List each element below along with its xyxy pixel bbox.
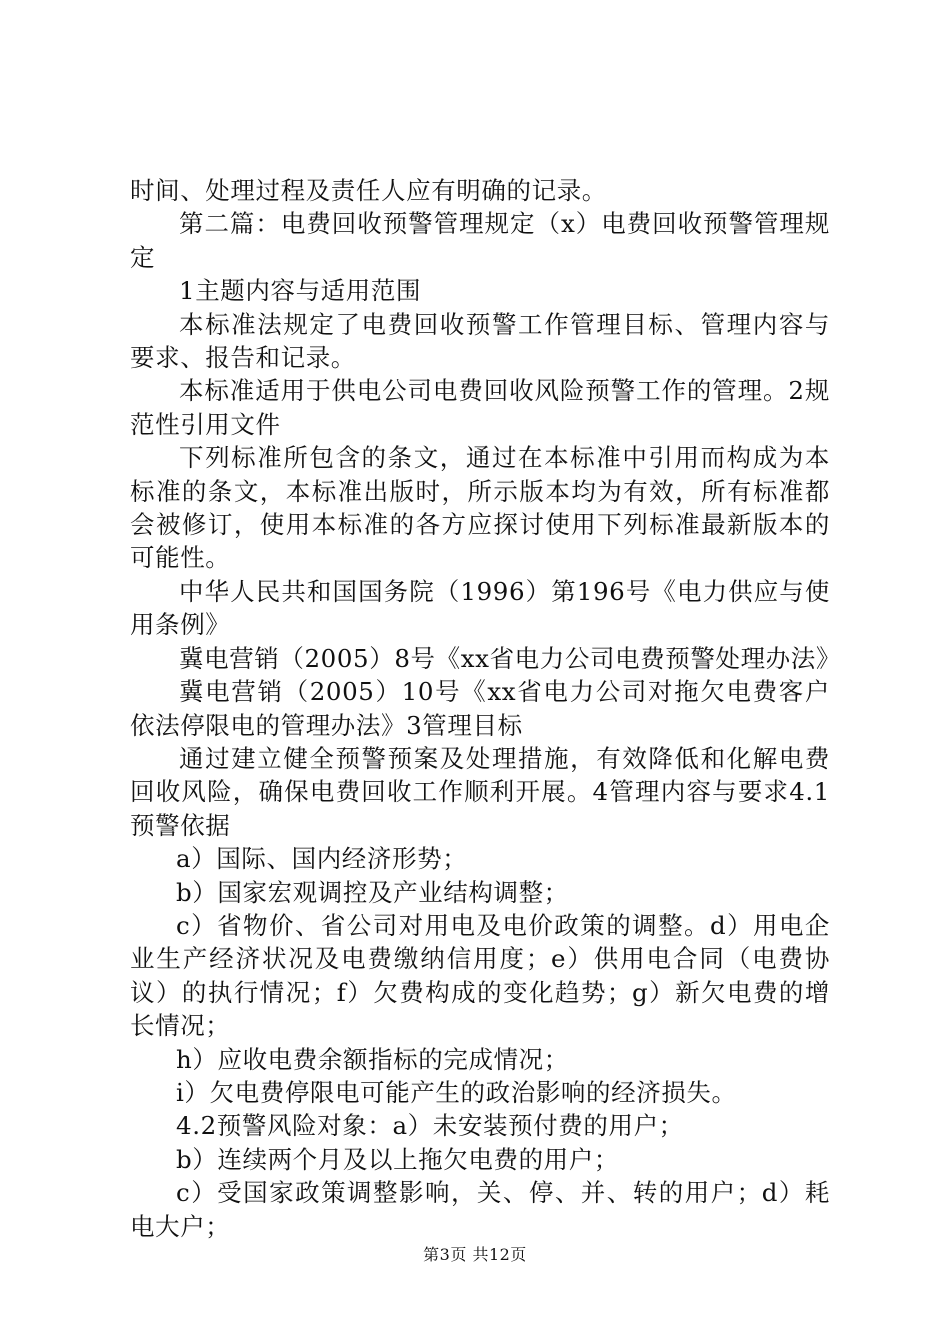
paragraph: 冀电营销（2005）10号《xx省电力公司对拖欠电费客户依法停限电的管理办法》3管理目标 xyxy=(130,677,830,740)
document-body xyxy=(130,174,841,1243)
paragraph: 中华人民共和国国务院（1996）第196号《电力供应与使用条例》 xyxy=(130,576,830,640)
section-heading: 1主题内容与适用范围 xyxy=(179,276,422,306)
paragraph: 本标准法规定了电费回收预警工作管理目标、管理内容与要求、报告和记录。 xyxy=(130,309,830,373)
list-item: b）国家宏观调控及产业结构调整； xyxy=(176,877,569,907)
paragraph: 本标准适用于供电公司电费回收风险预警工作的管理。2规范性引用文件 xyxy=(130,376,830,439)
paragraph: 时间、处理过程及责任人应有明确的记录。 xyxy=(130,176,607,205)
list-item: h）应收电费余额指标的完成情况； xyxy=(176,1044,569,1074)
paragraph: 通过建立健全预警预案及处理措施，有效降低和化解电费回收风险，确保电费回收工作顺利开展。4管理内容与要求4.1预警依据 xyxy=(130,743,830,840)
paragraph: 第二篇：电费回收预警管理规定（x）电费回收预警管理规定 xyxy=(130,209,830,272)
page-number: 第3页 共12页 xyxy=(423,1245,527,1264)
paragraph: 下列标准所包含的条文，通过在本标准中引用而构成为本标准的条文，本标准出版时，所示版本均为有效，所有标准都会被修订，使用本标准的各方应探讨使用下列标准最新版本的可能性。 xyxy=(130,443,830,573)
list-item: c）受国家政策调整影响，关、停、并、转的用户；d）耗电大户； xyxy=(130,1178,830,1241)
list-item: a）国际、国内经济形势； xyxy=(176,844,468,874)
page-footer xyxy=(0,1245,950,1265)
list-item: i）欠电费停限电可能产生的政治影响的经济损失。 xyxy=(176,1077,737,1107)
list-item: b）连续两个月及以上拖欠电费的用户； xyxy=(176,1144,619,1174)
paragraph: 冀电营销（2005）8号《xx省电力公司电费预警处理办法》 xyxy=(179,643,841,673)
list-item: 4.2预警风险对象：a）未安装预付费的用户； xyxy=(176,1111,684,1141)
list-item: c）省物价、省公司对用电及电价政策的调整。d）用电企业生产经济状况及电费缴纳信用度；e）供用电合同（电费协议）的执行情况；f）欠费构成的变化趋势；g）新欠电费的增长情况； xyxy=(130,910,830,1041)
